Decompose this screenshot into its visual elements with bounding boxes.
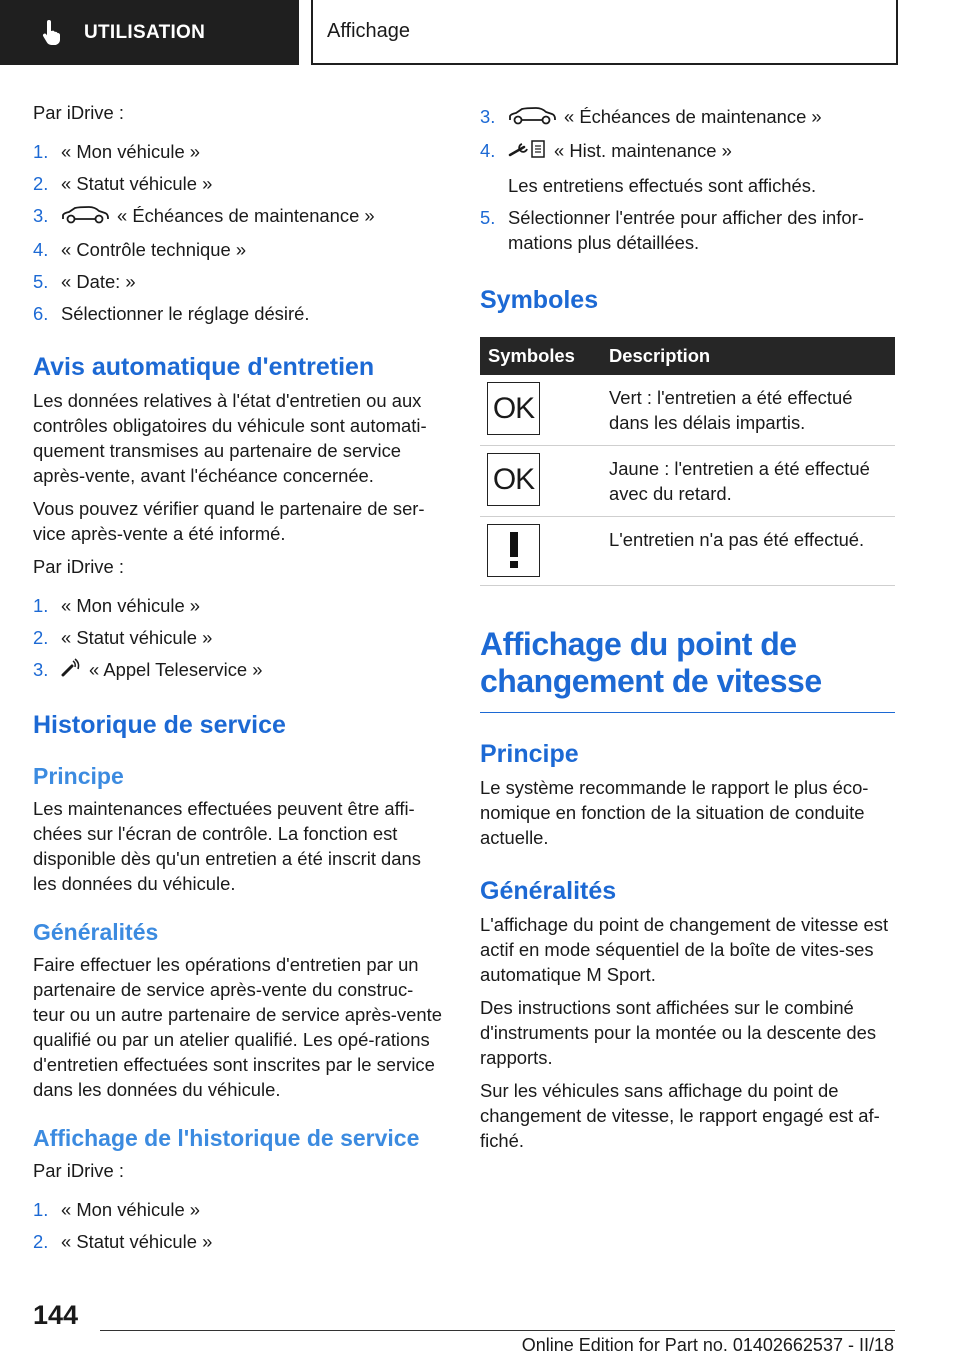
header-title-box [311,0,898,65]
list-item [480,104,895,131]
avis-paragraph-1: Les données relatives à l'état d'entretien ou aux contrôles obligatoires du véhicule sont automati-quement transmises au partenaire de service après-vente, avant l'échéance concernée. [33,389,427,486]
generalites-paragraph-3: Sur les véhicules sans affichage du point de changement de vitesse, le rapport engagé est af-fiché. [480,1079,880,1151]
table-cell-symbol [480,445,601,516]
exclamation-mark [507,530,521,570]
list-item [33,301,443,326]
table-cell-symbol [480,516,601,585]
step-number: 3. [480,106,496,127]
step-number: 5. [480,206,496,228]
step-number: 3. [33,205,49,226]
heading-principe-left: Principe [33,762,124,789]
table-header-symboles: Symboles [480,337,601,375]
step-number: 5. [33,270,49,292]
step-number: 1. [33,141,49,162]
step-subtext: Les entretiens effectués sont affichés. [508,174,817,196]
list-item [33,1229,443,1254]
step-text: « Échéances de maintenance » [117,205,375,226]
list-item [33,269,443,294]
table-header-description: Description [601,337,895,375]
header-section-label: UTILISATION [84,21,206,43]
car-icon [61,205,109,230]
step-number: 2. [33,173,49,194]
heading-symboles: Symboles [480,285,599,314]
list-item [33,171,443,196]
heading-affichage-historique: Affichage de l'historique de service [33,1124,420,1151]
list-item [33,625,443,650]
step-text: Sélectionner le réglage désiré. [61,302,310,324]
header-section-tab [0,0,299,65]
heading-avis: Avis automatique d'entretien [33,352,375,381]
table-cell-description: L'entretien n'a pas été effectué. [601,516,895,585]
right-column [480,100,895,1161]
step-text: Sélectionner l'entrée pour afficher des infor-mations plus détaillées. [508,206,864,253]
intro-idrive: Par iDrive : [33,102,124,123]
page-number: 144 [33,1300,79,1330]
heading-principe-right: Principe [480,739,579,768]
step-text: « Statut véhicule » [61,1230,213,1252]
steps-list-2 [33,593,443,684]
heading-shift-point: Affichage du point de changement de vitesse [480,625,822,699]
ok-icon: OK [487,453,540,506]
list-item [33,1197,443,1222]
teleservice-icon [61,658,81,684]
step-number: 6. [33,302,49,324]
heading-generalites-right: Généralités [480,876,617,905]
list-item [33,657,443,684]
list-item [33,139,443,164]
service-history-icon [508,139,546,165]
steps-list-1 [33,139,443,326]
table-cell-symbol [480,375,601,446]
footer-rule [100,1330,895,1331]
step-text: « Mon véhicule » [61,594,201,616]
pointing-hand-icon [40,20,66,46]
list-item [480,205,895,255]
car-icon [508,106,556,131]
heading-generalites-left: Généralités [33,918,159,945]
step-number: 2. [33,1230,49,1252]
step-text: « Mon véhicule » [61,1198,201,1220]
list-item [33,203,443,230]
table-row [480,445,895,516]
hist-idrive: Par iDrive : [33,1159,124,1181]
table-header-row [480,337,895,375]
step-number: 4. [33,238,49,260]
heading-rule [480,712,895,713]
step-text: « Statut véhicule » [61,626,213,648]
generalites-paragraph-2: Des instructions sont affichées sur le combiné d'instruments pour la montée ou la descente des rapports. [480,996,877,1068]
avis-idrive: Par iDrive : [33,555,124,577]
step-number: 2. [33,626,49,648]
left-column [33,100,443,1261]
step-number: 4. [480,139,496,161]
step-text: « Contrôle technique » [61,238,247,260]
step-text: « Échéances de maintenance » [564,106,822,127]
generalites-paragraph-1: L'affichage du point de changement de vitesse est actif en mode séquentiel de la boîte de vites-ses automatique M Sport. [480,913,889,985]
exclamation-icon [487,524,540,577]
list-item [480,138,895,198]
list-item [33,593,443,618]
avis-paragraph-2: Vous pouvez vérifier quand le partenaire de ser-vice après-vente a été informé. [33,497,425,544]
step-text: « Date: » [61,270,136,292]
step-text: « Hist. maintenance » [554,139,732,161]
list-item [33,237,443,262]
steps-list-right [480,104,895,255]
step-text: « Mon véhicule » [61,141,201,162]
footer-edition: Online Edition for Part no. 01402662537 - II/18 [521,1335,894,1355]
table-cell-description: Vert : l'entretien a été effectué dans les délais impartis. [601,375,895,446]
step-text: « Appel Teleservice » [89,658,263,680]
ok-icon: OK [487,382,540,435]
step-number: 3. [33,658,49,680]
header-title: Affichage [327,20,411,42]
generalites-paragraph-left: Faire effectuer les opérations d'entretien par un partenaire de service après-vente du construc-teur ou un autre partenaire de service après-vente qualifié ou par un atelier qualifié. Les opé-rations d'entretien effectuées sont inscrites par le service dans les données du véhicule. [33,953,442,1100]
heading-historique: Historique de service [33,710,286,739]
step-text: « Statut véhicule » [61,173,213,194]
step-number: 1. [33,594,49,616]
table-row [480,516,895,585]
step-number: 1. [33,1198,49,1220]
table-cell-description: Jaune : l'entretien a été effectué avec du retard. [601,445,895,516]
table-row [480,375,895,446]
principe-paragraph-left: Les maintenances effectuées peuvent être affi-chées sur l'écran de contrôle. La fonction est disponible dès qu'un entretien a été inscrit dans les données du véhicule. [33,797,421,894]
steps-list-3 [33,1197,443,1254]
principe-paragraph-right: Le système recommande le rapport le plus éco-nomique en fonction de la situation de conduite actuelle. [480,776,869,848]
symbols-table [480,337,895,586]
